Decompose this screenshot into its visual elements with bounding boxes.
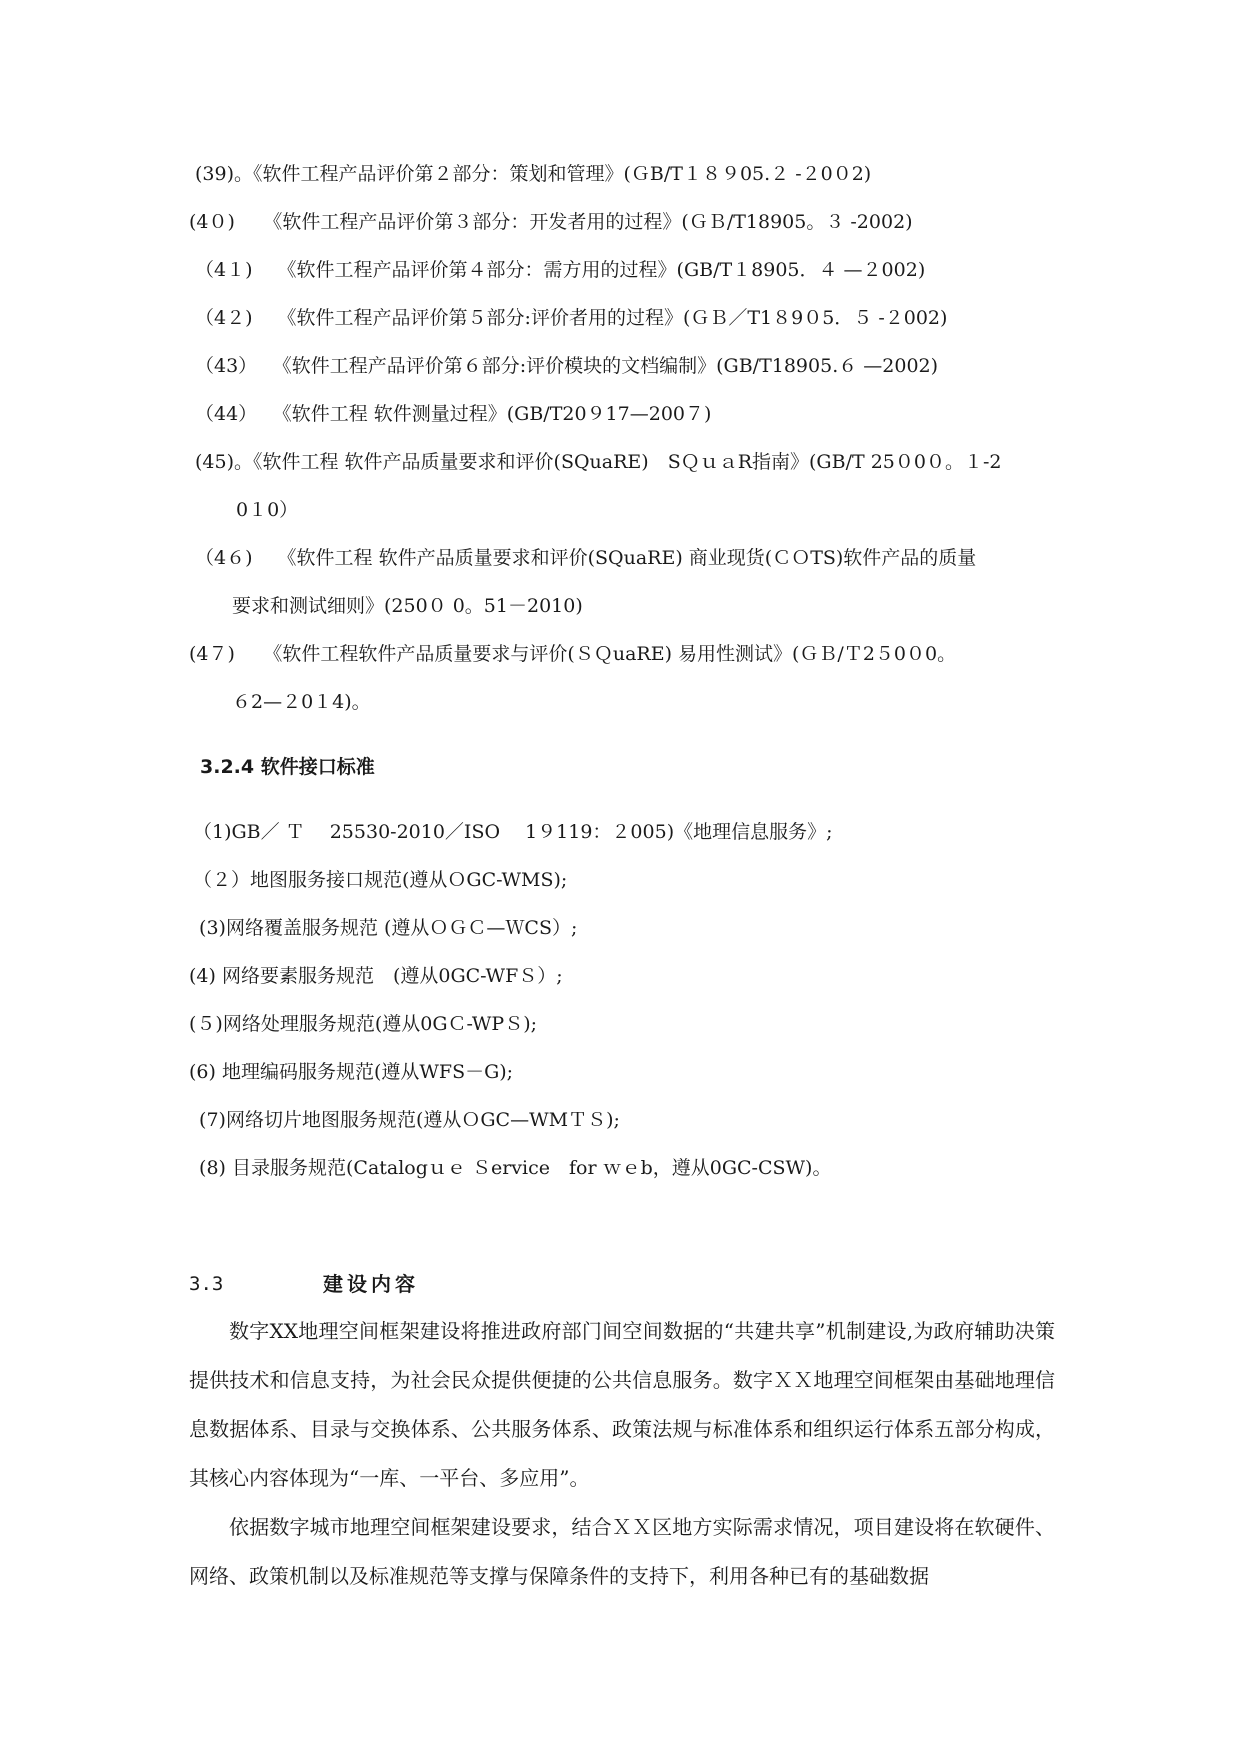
reference-item-39: (39)。《软件工程产品评价第２部分：策划和管理》(ＧB/T１８９05.２ -２0０2) [195,163,872,185]
section-number: 3.3 [189,1273,224,1295]
interface-standard-6: (6) 地理编码服务规范(遵从WFS－G); [189,1061,514,1083]
interface-standard-4: (4) 网络要素服务规范 (遵从0GC-WFＳ）; [189,965,563,987]
reference-item-45-continued: 0１0） [236,499,299,521]
interface-standard-1: （1)GB／ Ｔ 25530-2010／ISO 1９119：２005)《地理信息服务》; [193,821,833,843]
reference-item-42: （4２) 《软件工程产品评价第５部分:评价者用的过程》(ＧＢ／T1８9０5．５ -２002) [195,307,948,329]
interface-standard-7: (7)网络切片地图服务规范(遵从ＯGC—WMＴＳ); [193,1109,620,1131]
reference-item-40: (4０) 《软件工程产品评价第３部分：开发者用的过程》(ＧＢ/T18905。３ -2002) [189,211,913,233]
section-title: 建设内容 [323,1272,419,1296]
body-paragraph-1: 数字XX地理空间框架建设将推进政府部门间空间数据的“共建共享”机制建设,为政府辅助决策提供技术和信息支持，为社会民众提供便捷的公共信息服务。数字ＸＸ地理空间框架由基础地理信息数据体系、目录与交换体系、公共服务体系、政策法规与标准体系和组织运行体系五部分构成，其核心内容体现为“一库、一平台、多应用”。 [189,1319,1055,1490]
interface-standard-2: （２）地图服务接口规范(遵从ＯGC-WMS); [193,869,568,891]
reference-item-46-continued: 要求和测试细则》(250０ 0。51－2010) [232,595,583,617]
reference-item-45: (45)。《软件工程 软件产品质量要求和评价(SQuaRE) SＱｕａR指南》(GB/T 25０0０。１-2 [195,451,1002,473]
body-paragraph-2: 依据数字城市地理空间框架建设要求，结合ＸＸ区地方实际需求情况，项目建设将在软硬件、网络、政策机制以及标准规范等支撑与保障条件的支持下，利用各种已有的基础数据 [189,1515,1055,1588]
interface-standard-3: (3)网络覆盖服务规范 (遵从ＯＧＣ—ＷCS）; [193,917,578,939]
reference-item-46: （4６) 《软件工程 软件产品质量要求和评价(SQuaRE) 商业现货(ＣＯTS)软件产品的质量 [195,547,977,569]
interface-standard-8: (8) 目录服务规范(Catalogｕｅ Ｓervice for ｗｅb，遵从0GC-CSW)。 [193,1157,832,1179]
reference-item-41: （4１) 《软件工程产品评价第４部分：需方用的过程》(GB/T１8905．４ —２002) [195,259,926,281]
reference-item-44: （44） 《软件工程 软件测量过程》(GB/T20９17—200７) [195,403,712,425]
interface-standard-5: (５)网络处理服务规范(遵从0GＣ-WPＳ); [189,1013,538,1035]
reference-item-47: (4７) 《软件工程软件产品质量要求与评价(ＳＱuaRE) 易用性测试》(ＧＢ/Ｔ2５0０0。 [189,643,957,665]
subsection-heading: 3.2.4 软件接口标准 [200,756,375,778]
reference-item-43: （43） 《软件工程产品评价第６部分:评价模块的文档编制》(GB/T18905.６ —2002) [195,355,939,377]
reference-item-47-continued: ６2—２0１4)。 [232,691,371,713]
